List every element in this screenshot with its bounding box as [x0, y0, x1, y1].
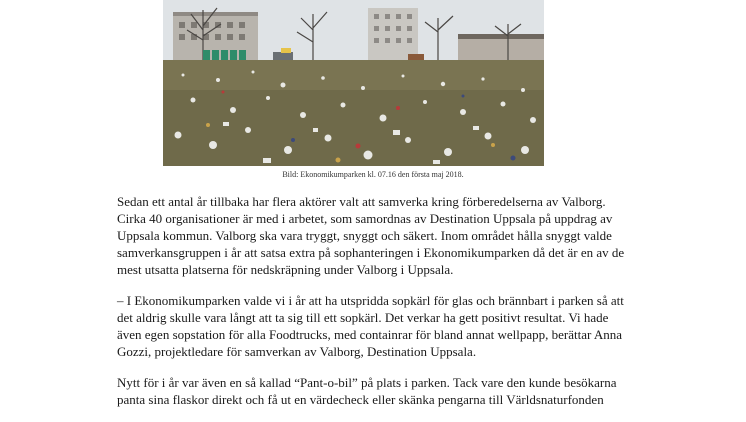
park-photo	[163, 0, 544, 166]
paragraph: Sedan ett antal år tillbaka har flera aktörer valt att samverka kring förberedelserna av Valborg. Cirka 40 organisationer är med i arbetet, som samordnas av Destination Uppsala på uppdrag av Uppsala kommun. Valborg ska vara tryggt, snyggt och säkert. Inom området hålla snyggt valde samverkansgruppen i år att satsa extra på sophanteringen i Ekonomikumparken då det är en av de mest utsatta platserna för nedskräpning under Valborg i Uppsala.	[117, 194, 625, 277]
article-body	[117, 193, 629, 422]
photo-caption: Bild: Ekonomikumparken kl. 07.16 den första maj 2018.	[282, 170, 464, 179]
park-litter-photo-icon	[163, 0, 544, 166]
paragraph: – I Ekonomikumparken valde vi i år att ha utspridda sopkärl för glas och brännbart i parken så att det aldrig skulle vara långt att ta sig till ett sopkärl. Det verkar ha gett positivt resultat. Vi hade även egen sopstation för alla Foodtrucks, med containrar för bland annat wellpapp, berättar Anna Gozzi, projektledare för samverkan av Valborg, Destination Uppsala.	[117, 293, 624, 359]
paragraph: Nytt för i år var även en så kallad “Pant-o-bil” på plats i parken. Tack vare den kunde besökarna panta sina flaskor direkt och få ut en värdecheck eller skänka pengarna till Världsnaturfonden	[117, 375, 617, 407]
